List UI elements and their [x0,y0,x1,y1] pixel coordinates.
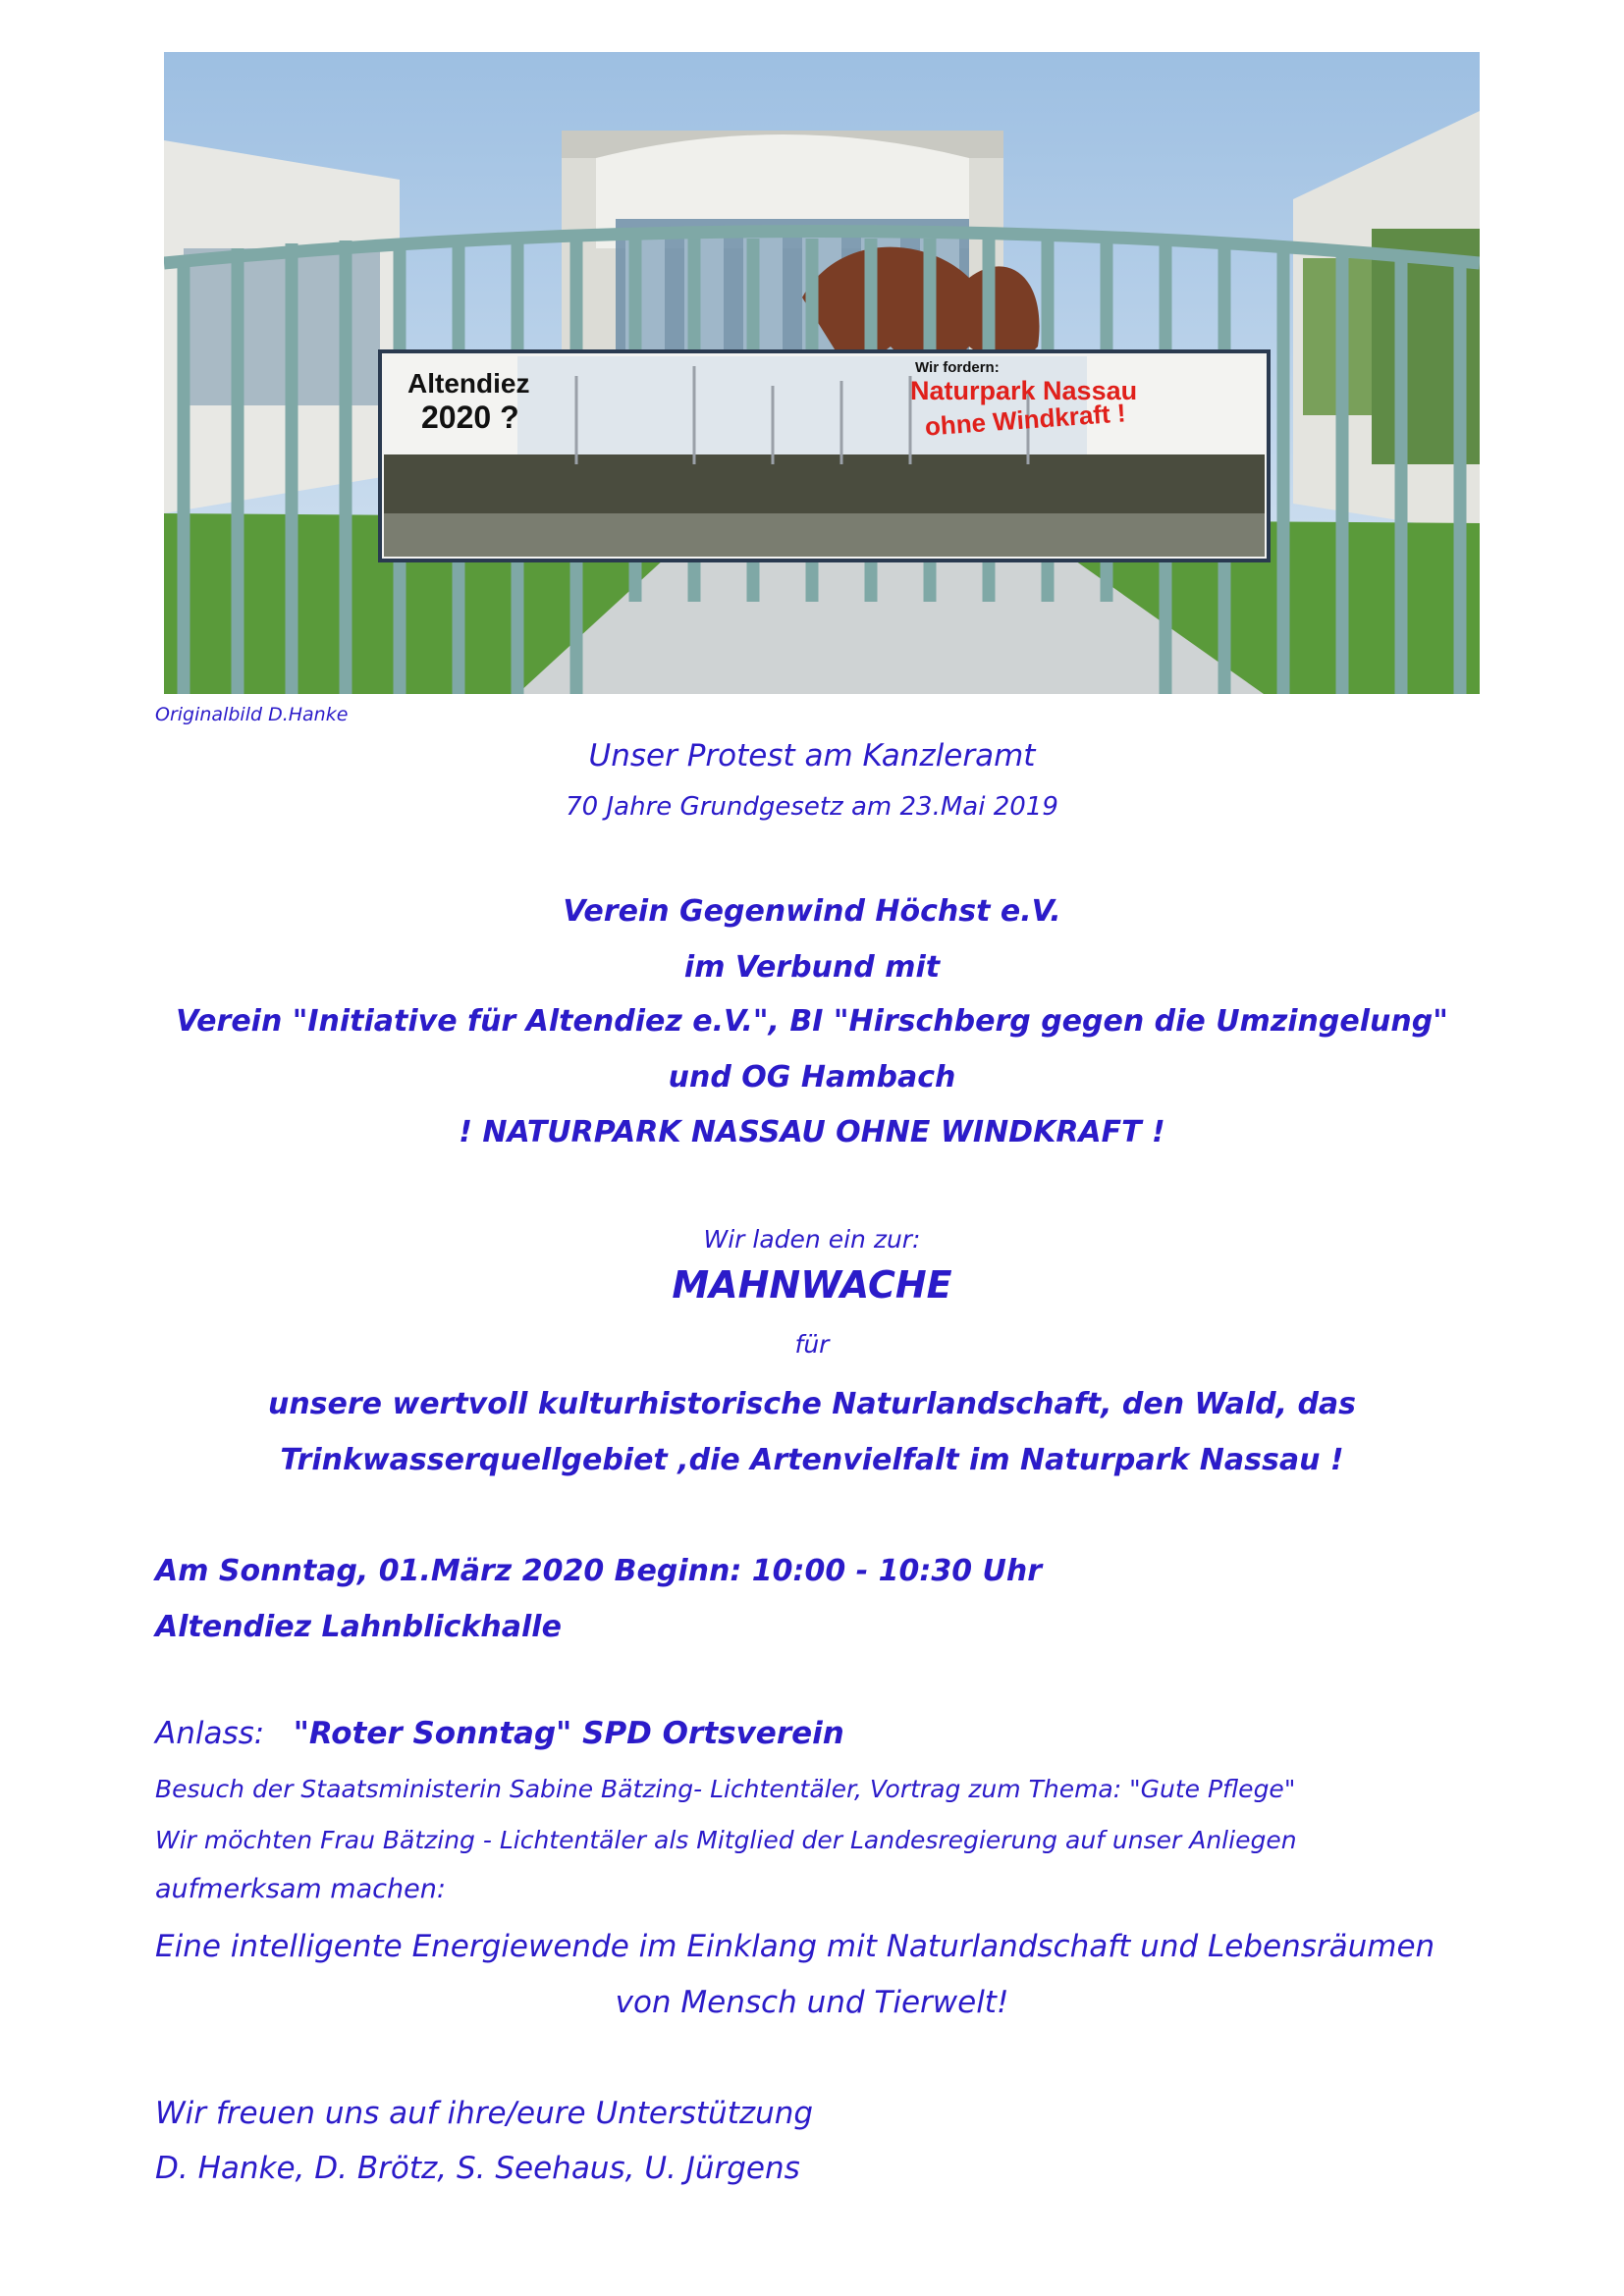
invite-text: Wir laden ein zur: [703,1225,921,1254]
closing-line-1: Wir freuen uns auf ihre/eure Unterstützung [155,2096,814,2131]
banner-left-line2: 2020 ? [421,400,519,435]
event-date-time: Am Sonntag, 01.März 2020 Beginn: 10:00 - 10:30 Uhr [155,1554,1043,1588]
anlass-value: "Roter Sonntag" SPD Ortsverein [293,1716,844,1751]
org-line-2: im Verbund mit [683,950,941,985]
anlass-row [155,1716,844,1751]
detail-line-3: aufmerksam machen: [155,1874,446,1904]
detail-line-1: Besuch der Staatsministerin Sabine Bätzing- Lichtentäler, Vortrag zum Thema: "Gute Pflege" [155,1775,1296,1803]
protest-subheading: 70 Jahre Grundgesetz am 23.Mai 2019 [566,792,1058,822]
photo-caption: Originalbild D.Hanke [155,704,349,725]
event-title: MAHNWACHE [672,1263,952,1307]
purpose-line-1: unsere wertvoll kulturhistorische Naturlandschaft, den Wald, das [267,1387,1357,1421]
banner-left-line1: Altendiez [407,368,530,399]
fuer-text: für [794,1330,830,1359]
protest-heading: Unser Protest am Kanzleramt [588,738,1036,774]
banner-right-small: Wir fordern: [915,359,1000,376]
org-slogan: ! NATURPARK NASSAU OHNE WINDKRAFT ! [459,1115,1165,1149]
anlass-label: Anlass: [155,1716,265,1751]
photo-illustration [164,52,1480,694]
detail-line-5: von Mensch und Tierwelt! [615,1985,1009,2020]
purpose-line-2: Trinkwasserquellgebiet ,die Artenvielfalt im Naturpark Nassau ! [280,1443,1344,1477]
closing-signatures: D. Hanke, D. Brötz, S. Seehaus, U. Jürgens [155,2151,800,2186]
banner-right-line1: Naturpark Nassau [910,376,1138,405]
org-line-4: und OG Hambach [668,1060,956,1095]
detail-line-2: Wir möchten Frau Bätzing - Lichtentäler als Mitglied der Landesregierung auf unser Anliegen [155,1826,1297,1854]
event-location: Altendiez Lahnblickhalle [155,1610,562,1644]
detail-line-4: Eine intelligente Energiewende im Einklang mit Naturlandschaft und Lebensräumen [155,1929,1435,1964]
protest-banner [380,351,1269,561]
org-line-3: Verein "Initiative für Altendiez e.V.", BI "Hirschberg gegen die Umzingelung" [176,1004,1448,1039]
org-line-1: Verein Gegenwind Höchst e.V. [563,894,1061,929]
banner-village [384,513,1265,557]
banner-right-line2: ohne Windkraft ! [923,398,1127,442]
banner-forest [384,454,1265,513]
protest-photo [164,52,1480,694]
